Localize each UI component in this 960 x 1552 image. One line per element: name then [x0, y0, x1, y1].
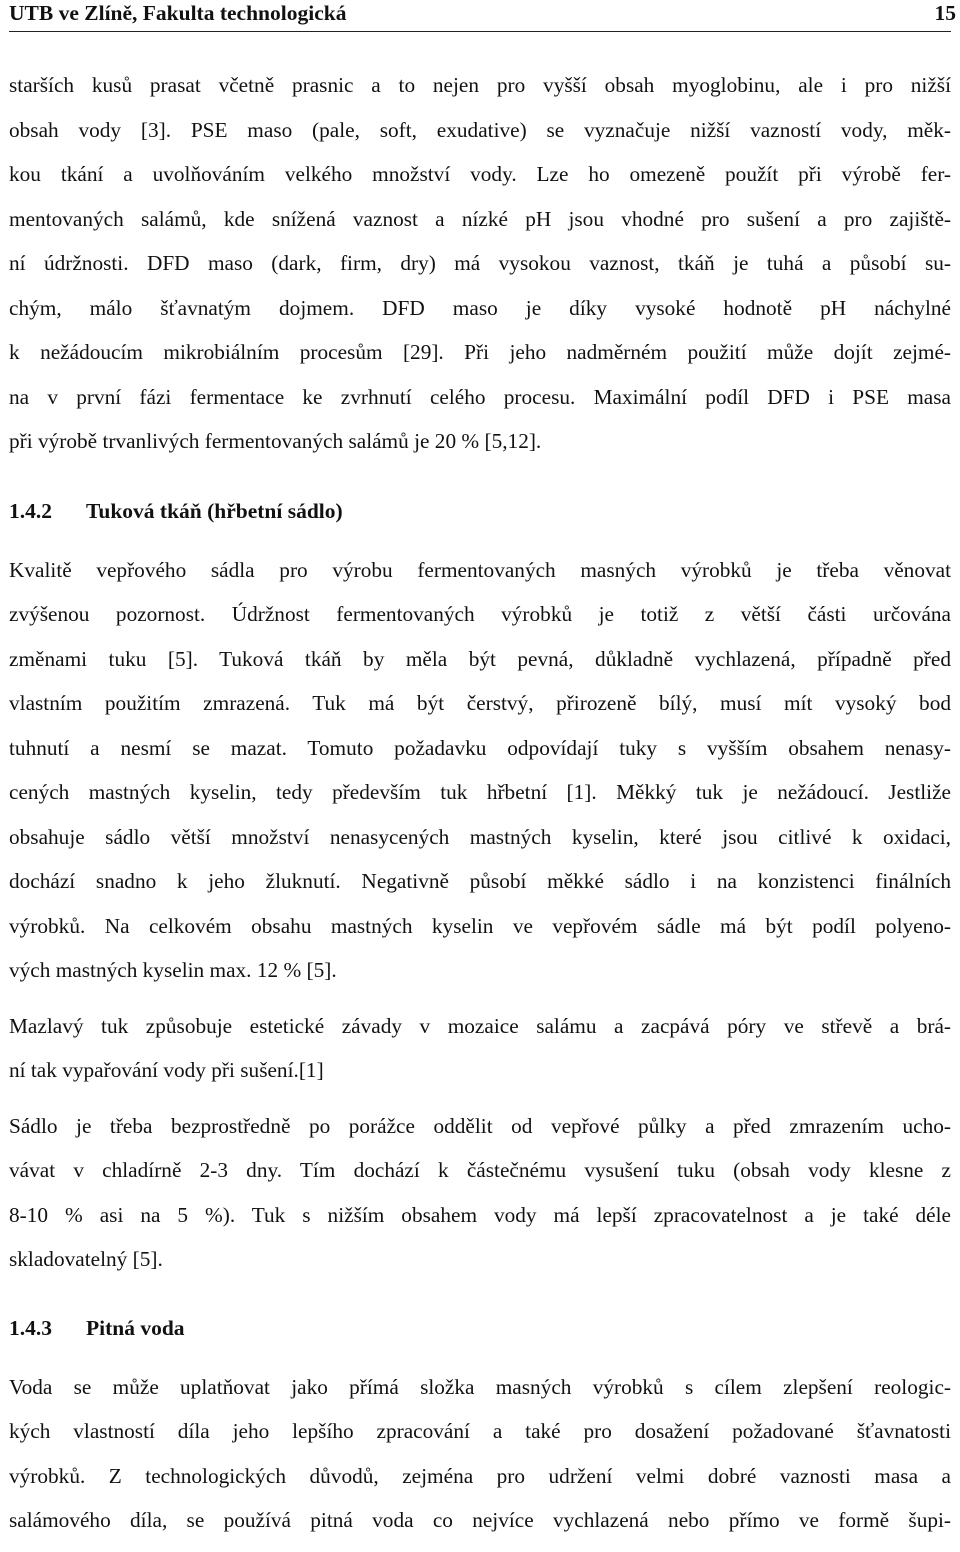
text-line: 8-10 % asi na 5 %). Tuk s nižším obsahem vody má lepší zpracovatelnost a je také déle — [9, 1202, 951, 1227]
text-line: mentovaných salámů, kde snížená vaznost a nízké pH jsou vhodné pro sušení a pro zajiště- — [9, 206, 951, 231]
text-line: kých vlastností díla jeho lepšího zpracování a také pro dosažení požadované šťavnatosti — [9, 1419, 951, 1443]
text-line: zvýšenou pozornost. Údržnost fermentovaných výrobků je totiž z větší části určována — [9, 602, 951, 626]
text-line: Mazlavý tuk způsobuje estetické závady v mozaice salámu a zacpává póry ve střevě a brá- — [9, 1013, 951, 1038]
paragraph-fat-storage — [9, 1104, 951, 1282]
text-line: chým, málo šťavnatým dojmem. DFD maso je díky vysoké hodnotě pH náchylné — [9, 295, 951, 320]
text-line: vlastním použitím zmrazená. Tuk má být čerstvý, přirozeně bílý, musí mít vysoký bod — [9, 691, 951, 715]
page-number: 15 — [934, 1, 956, 25]
text-line: Sádlo je třeba bezprostředně po porážce oddělit od vepřové půlky a před zmrazením ucho- — [9, 1113, 951, 1138]
section-heading-1-4-2 — [9, 489, 951, 533]
text-line: cených mastných kyselin, tedy především tuk hřbetní [1]. Měkký tuk je nežádoucí. Jestliže — [9, 780, 951, 804]
text-line: Kvalitě vepřového sádla pro výrobu fermentovaných masných výrobků je třeba věnovat — [9, 557, 951, 582]
text-line: k nežádoucím mikrobiálním procesům [29]. Při jeho nadměrném použití může dojít zejmé- — [9, 340, 951, 364]
text-line: salámového díla, se používá pitná voda co nejvíce vychlazená nebo přímo ve formě šupi- — [9, 1508, 951, 1532]
text-line: vých mastných kyselin max. 12 % [5]. — [9, 958, 337, 982]
text-line: změnami tuku [5]. Tuková tkáň by měla být pevná, důkladně vychlazená, případně před — [9, 646, 951, 671]
text-line: dochází snadno k jeho žluknutí. Negativně působí měkké sádlo i na konzistenci finálních — [9, 869, 951, 893]
text-line: při výrobě trvanlivých fermentovaných salámů je 20 % [5,12]. — [9, 429, 542, 453]
text-line: ní údržnosti. DFD maso (dark, firm, dry) má vysokou vaznost, tkáň je tuhá a působí su- — [9, 251, 951, 275]
section-number: 1.4.3 — [9, 1315, 52, 1340]
document-page — [9, 0, 956, 1543]
section-title: Tuková tkáň (hřbetní sádlo) — [86, 498, 343, 523]
text-line: tuhnutí a nesmí se mazat. Tomuto požadavku odpovídají tuky s vyšším obsahem nenasy- — [9, 735, 951, 760]
header-title: UTB ve Zlíně, Fakulta technologická — [9, 1, 347, 25]
text-line: obsahuje sádlo větší množství nenasycených mastných kyselin, které jsou citlivé k oxidaci, — [9, 824, 951, 849]
text-line: starších kusů prasat včetně prasnic a to nejen pro vyšší obsah myoglobinu, ale i pro nižší — [9, 73, 951, 97]
text-line: obsah vody [3]. PSE maso (pale, soft, exudative) se vyznačuje nižší vazností vody, měk- — [9, 117, 951, 142]
section-title: Pitná voda — [86, 1315, 185, 1340]
text-line: výrobků. Na celkovém obsahu mastných kyselin ve vepřovém sádle má být podíl polyeno- — [9, 913, 951, 938]
text-line: vávat v chladírně 2-3 dny. Tím dochází k částečnému vysušení tuku (obsah vody klesne z — [9, 1158, 951, 1182]
page-header — [9, 0, 956, 32]
text-line: Voda se může uplatňovat jako přímá složka masných výrobků s cílem zlepšení reologic- — [9, 1374, 951, 1399]
text-line: na v první fázi fermentace ke zvrhnutí celého procesu. Maximální podíl DFD i PSE masa — [9, 384, 951, 409]
paragraph-drinking-water — [9, 1365, 951, 1543]
section-number: 1.4.2 — [9, 498, 52, 523]
paragraph-meat-quality — [9, 63, 951, 464]
paragraph-fat-tissue — [9, 548, 951, 993]
paragraph-greasy-fat — [9, 1004, 951, 1093]
text-line: výrobků. Z technologických důvodů, zejména pro udržení velmi dobré vaznosti masa a — [9, 1463, 951, 1488]
text-line: ní tak vypařování vody při sušení.[1] — [9, 1058, 324, 1082]
text-line: kou tkání a uvolňováním velkého množství vody. Lze ho omezeně použít při výrobě fer- — [9, 162, 951, 186]
text-line: skladovatelný [5]. — [9, 1247, 163, 1271]
section-heading-1-4-3 — [9, 1306, 951, 1350]
